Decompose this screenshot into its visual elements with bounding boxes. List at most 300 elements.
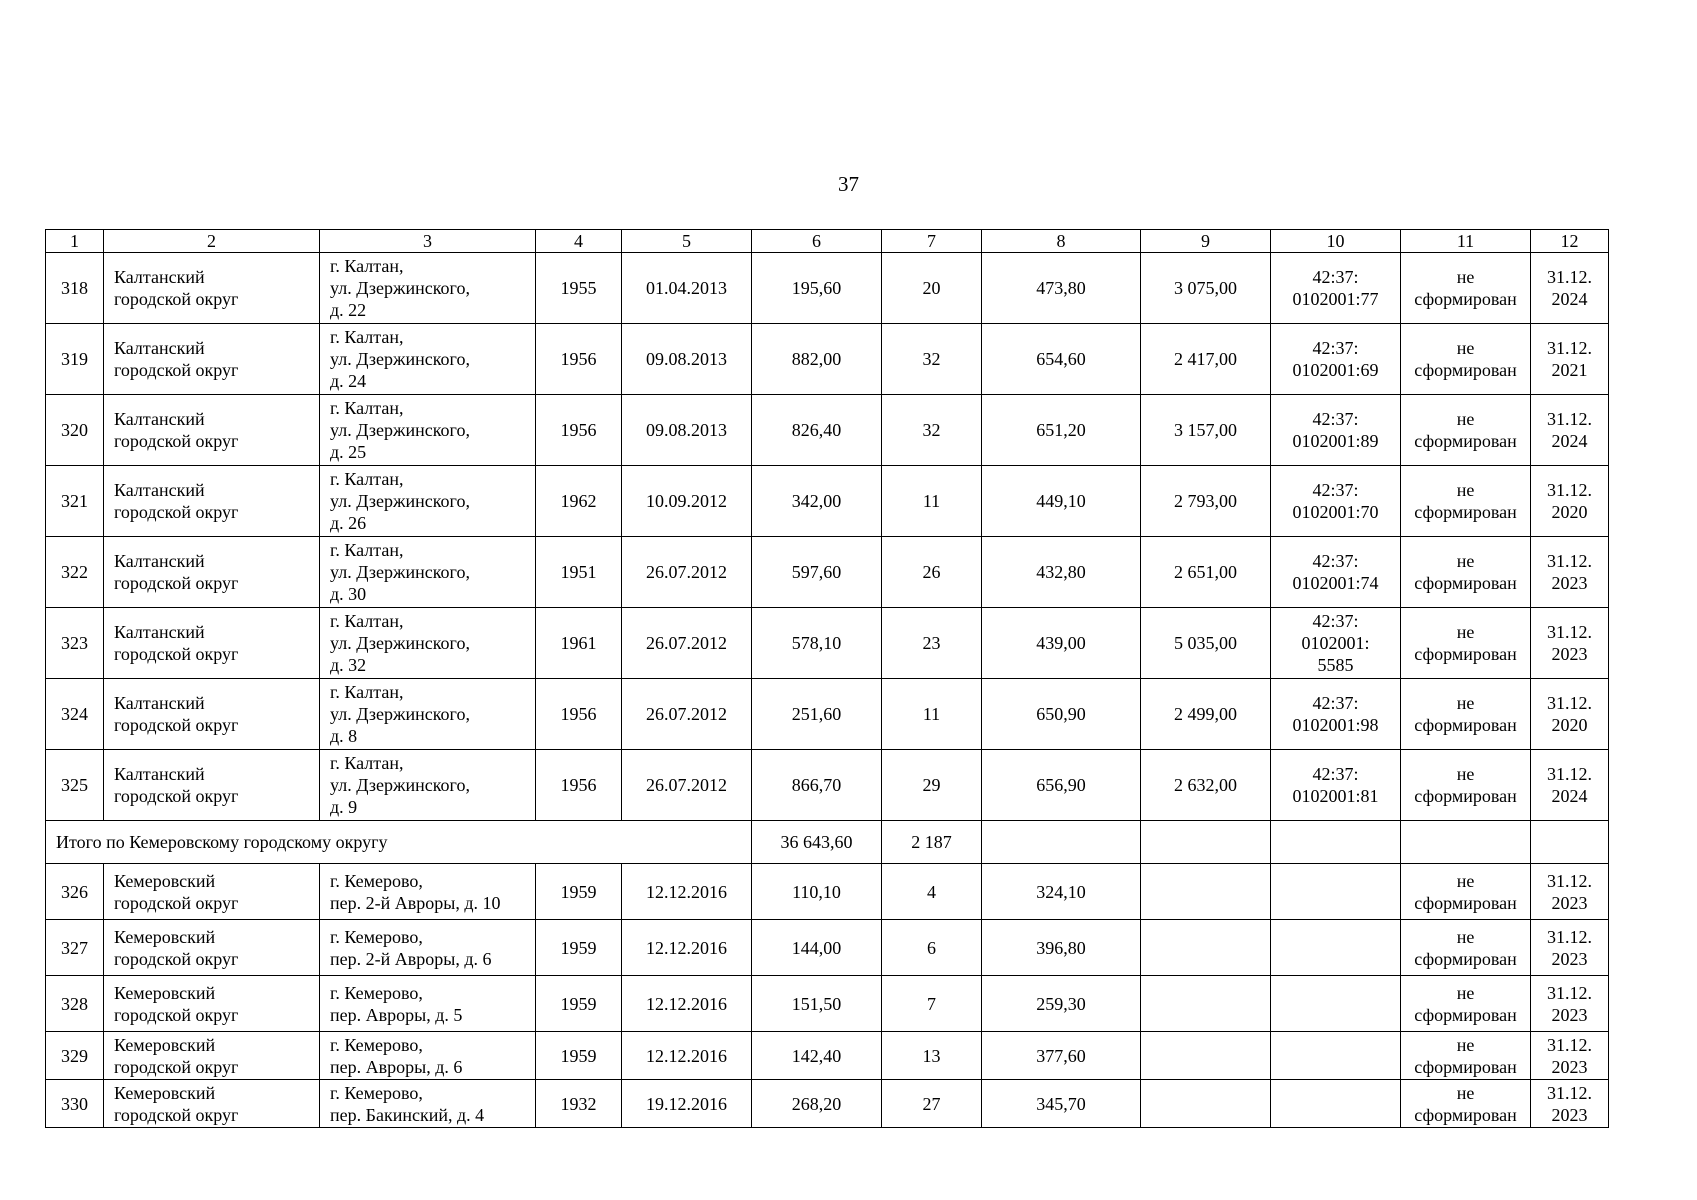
municipality-cell-line: Калтанский: [114, 480, 205, 500]
municipality-cell-line: Калтанский: [114, 622, 205, 642]
row-number-cell: 330: [46, 1080, 104, 1128]
date-cell: 10.09.2012: [622, 466, 752, 537]
address-cell: [320, 1080, 536, 1128]
status-cell-line: не: [1456, 622, 1475, 642]
due-date-cell-line: 2023: [1551, 948, 1588, 969]
address-cell-line: д. 30: [330, 584, 367, 604]
address-cell-line: г. Кемерово,: [330, 1034, 423, 1055]
municipality-cell: [104, 750, 320, 821]
address-cell-line: пер. Авроры, д. 5: [330, 1004, 463, 1025]
status-cell: [1401, 395, 1531, 466]
address-cell: [320, 395, 536, 466]
address-cell: [320, 679, 536, 750]
col7-cell: 11: [882, 679, 982, 750]
cadastral-cell-line: 0102001:89: [1292, 431, 1379, 451]
year-cell: 1956: [536, 750, 622, 821]
municipality-cell-line: городской округ: [114, 1056, 239, 1077]
row-number-cell: 319: [46, 324, 104, 395]
due-date-cell-line: 31.12.: [1547, 982, 1592, 1003]
col9-cell: 2 651,00: [1141, 537, 1271, 608]
col9-cell: 2 499,00: [1141, 679, 1271, 750]
col6-cell: 268,20: [752, 1080, 882, 1128]
municipality-cell-line: Кемеровский: [114, 1082, 216, 1103]
municipality-cell: [104, 864, 320, 920]
due-date-cell: [1531, 1080, 1609, 1128]
year-cell: 1959: [536, 864, 622, 920]
due-date-cell: [1531, 976, 1609, 1032]
municipality-cell: [104, 537, 320, 608]
address-cell-line: пер. Авроры, д. 6: [330, 1056, 463, 1077]
col6-cell: 882,00: [752, 324, 882, 395]
col9-cell: [1141, 1080, 1271, 1128]
municipality-cell-line: Калтанский: [114, 409, 205, 429]
cadastral-cell: [1271, 750, 1401, 821]
header-cell: 9: [1141, 230, 1271, 253]
status-cell-line: сформирован: [1414, 573, 1517, 593]
col7-cell: 32: [882, 324, 982, 395]
municipality-cell: [104, 466, 320, 537]
col7-cell: 32: [882, 395, 982, 466]
address-cell-line: ул. Дзержинского,: [330, 491, 470, 511]
address-cell: [320, 864, 536, 920]
cadastral-cell: [1271, 679, 1401, 750]
cadastral-cell-line: 0102001:69: [1292, 360, 1379, 380]
year-cell: 1961: [536, 608, 622, 679]
address-cell-line: ул. Дзержинского,: [330, 420, 470, 440]
municipality-cell: [104, 920, 320, 976]
cadastral-cell: [1271, 537, 1401, 608]
col9-cell: 3 075,00: [1141, 253, 1271, 324]
cadastral-cell-line: 0102001:70: [1292, 502, 1379, 522]
address-cell-line: д. 8: [330, 726, 358, 746]
header-cell: 7: [882, 230, 982, 253]
municipality-cell: [104, 976, 320, 1032]
address-cell-line: ул. Дзержинского,: [330, 562, 470, 582]
date-cell: 26.07.2012: [622, 750, 752, 821]
status-cell-line: не: [1456, 551, 1475, 571]
table-row: [46, 1032, 1609, 1080]
col9-cell: 2 793,00: [1141, 466, 1271, 537]
cadastral-cell-line: 42:37:: [1312, 611, 1359, 631]
header-cell: 11: [1401, 230, 1531, 253]
cadastral-cell: [1271, 324, 1401, 395]
due-date-cell-line: 2020: [1551, 715, 1588, 735]
col9-cell: 5 035,00: [1141, 608, 1271, 679]
total-row: [46, 821, 1609, 864]
municipality-cell-line: городской округ: [114, 948, 239, 969]
due-date-cell: [1531, 750, 1609, 821]
row-number-cell: 328: [46, 976, 104, 1032]
due-date-cell-line: 31.12.: [1547, 622, 1592, 642]
col8-cell: 377,60: [982, 1032, 1141, 1080]
row-number-cell: 323: [46, 608, 104, 679]
col6-cell: 144,00: [752, 920, 882, 976]
total-label: Итого по Кемеровскому городскому округу: [46, 821, 752, 864]
col6-cell: 866,70: [752, 750, 882, 821]
housing-registry-table: [45, 229, 1609, 1128]
address-cell-line: д. 24: [330, 371, 367, 391]
address-cell-line: г. Кемерово,: [330, 926, 423, 947]
cadastral-cell: [1271, 253, 1401, 324]
status-cell: [1401, 920, 1531, 976]
row-number-cell: 325: [46, 750, 104, 821]
cadastral-cell: [1271, 920, 1401, 976]
year-cell: 1959: [536, 920, 622, 976]
due-date-cell-line: 31.12.: [1547, 1082, 1592, 1103]
municipality-cell: [104, 1080, 320, 1128]
col7-cell: 13: [882, 1032, 982, 1080]
year-cell: 1956: [536, 395, 622, 466]
address-cell-line: д. 9: [330, 797, 358, 817]
municipality-cell-line: городской округ: [114, 502, 239, 522]
municipality-cell: [104, 608, 320, 679]
cadastral-cell-line: 42:37:: [1312, 409, 1359, 429]
col9-cell: [1141, 1032, 1271, 1080]
municipality-cell: [104, 395, 320, 466]
municipality-cell-line: Калтанский: [114, 693, 205, 713]
year-cell: 1955: [536, 253, 622, 324]
row-number-cell: 321: [46, 466, 104, 537]
address-cell-line: ул. Дзержинского,: [330, 704, 470, 724]
status-cell-line: сформирован: [1414, 715, 1517, 735]
row-number-cell: 320: [46, 395, 104, 466]
due-date-cell-line: 2023: [1551, 1004, 1588, 1025]
header-cell: 8: [982, 230, 1141, 253]
col6-cell: 110,10: [752, 864, 882, 920]
table-row: [46, 253, 1609, 324]
status-cell-line: сформирован: [1414, 502, 1517, 522]
cadastral-cell-line: 42:37:: [1312, 480, 1359, 500]
total-empty-cell: [1271, 821, 1401, 864]
due-date-cell-line: 2023: [1551, 1056, 1588, 1077]
total-empty-cell: [1141, 821, 1271, 864]
address-cell: [320, 253, 536, 324]
total-col7-cell: 2 187: [882, 821, 982, 864]
table-row: [46, 324, 1609, 395]
status-cell-line: сформирован: [1414, 431, 1517, 451]
status-cell: [1401, 608, 1531, 679]
address-cell-line: ул. Дзержинского,: [330, 775, 470, 795]
municipality-cell: [104, 1032, 320, 1080]
address-cell-line: пер. Бакинский, д. 4: [330, 1104, 485, 1125]
status-cell-line: сформирован: [1414, 1104, 1517, 1125]
cadastral-cell-line: 0102001:98: [1292, 715, 1379, 735]
cadastral-cell: [1271, 608, 1401, 679]
col8-cell: 449,10: [982, 466, 1141, 537]
col7-cell: 6: [882, 920, 982, 976]
col8-cell: 259,30: [982, 976, 1141, 1032]
col8-cell: 324,10: [982, 864, 1141, 920]
address-cell: [320, 537, 536, 608]
row-number-cell: 326: [46, 864, 104, 920]
col7-cell: 23: [882, 608, 982, 679]
col8-cell: 650,90: [982, 679, 1141, 750]
status-cell-line: сформирован: [1414, 644, 1517, 664]
address-cell-line: ул. Дзержинского,: [330, 633, 470, 653]
address-cell-line: г. Кемерово,: [330, 982, 423, 1003]
address-cell-line: г. Калтан,: [330, 611, 404, 631]
due-date-cell-line: 2023: [1551, 644, 1588, 664]
year-cell: 1959: [536, 976, 622, 1032]
due-date-cell: [1531, 679, 1609, 750]
col9-cell: 3 157,00: [1141, 395, 1271, 466]
col6-cell: 342,00: [752, 466, 882, 537]
total-empty-cell: [1401, 821, 1531, 864]
date-cell: 12.12.2016: [622, 1032, 752, 1080]
table-row: [46, 750, 1609, 821]
col7-cell: 11: [882, 466, 982, 537]
status-cell: [1401, 1032, 1531, 1080]
due-date-cell: [1531, 395, 1609, 466]
col7-cell: 29: [882, 750, 982, 821]
col7-cell: 26: [882, 537, 982, 608]
due-date-cell: [1531, 537, 1609, 608]
address-cell: [320, 1032, 536, 1080]
date-cell: 26.07.2012: [622, 679, 752, 750]
cadastral-cell: [1271, 976, 1401, 1032]
address-cell-line: г. Калтан,: [330, 682, 404, 702]
due-date-cell-line: 2024: [1551, 786, 1588, 806]
due-date-cell-line: 31.12.: [1547, 480, 1592, 500]
table-row: [46, 608, 1609, 679]
status-cell-line: сформирован: [1414, 1004, 1517, 1025]
col6-cell: 151,50: [752, 976, 882, 1032]
due-date-cell-line: 31.12.: [1547, 926, 1592, 947]
address-cell-line: д. 32: [330, 655, 367, 675]
header-cell: 3: [320, 230, 536, 253]
address-cell-line: г. Калтан,: [330, 327, 404, 347]
cadastral-cell-line: 5585: [1317, 655, 1354, 675]
municipality-cell: [104, 324, 320, 395]
due-date-cell-line: 2023: [1551, 892, 1588, 913]
col7-cell: 27: [882, 1080, 982, 1128]
header-row: [46, 230, 1609, 253]
municipality-cell-line: Калтанский: [114, 764, 205, 784]
address-cell: [320, 466, 536, 537]
date-cell: 26.07.2012: [622, 608, 752, 679]
col7-cell: 20: [882, 253, 982, 324]
municipality-cell-line: городской округ: [114, 1004, 239, 1025]
address-cell: [320, 976, 536, 1032]
status-cell-line: сформирован: [1414, 360, 1517, 380]
cadastral-cell: [1271, 395, 1401, 466]
status-cell-line: не: [1456, 409, 1475, 429]
total-empty-cell: [982, 821, 1141, 864]
due-date-cell-line: 2024: [1551, 289, 1588, 309]
year-cell: 1932: [536, 1080, 622, 1128]
address-cell-line: пер. 2-й Авроры, д. 10: [330, 892, 501, 913]
status-cell-line: сформирован: [1414, 892, 1517, 913]
municipality-cell: [104, 679, 320, 750]
status-cell: [1401, 466, 1531, 537]
status-cell-line: не: [1456, 982, 1475, 1003]
date-cell: 01.04.2013: [622, 253, 752, 324]
table-row: [46, 864, 1609, 920]
cadastral-cell-line: 0102001:77: [1292, 289, 1379, 309]
col7-cell: 4: [882, 864, 982, 920]
due-date-cell-line: 31.12.: [1547, 693, 1592, 713]
table-row: [46, 537, 1609, 608]
row-number-cell: 318: [46, 253, 104, 324]
status-cell-line: не: [1456, 870, 1475, 891]
status-cell: [1401, 253, 1531, 324]
col6-cell: 195,60: [752, 253, 882, 324]
address-cell-line: г. Калтан,: [330, 469, 404, 489]
due-date-cell: [1531, 864, 1609, 920]
address-cell-line: д. 26: [330, 513, 367, 533]
status-cell-line: не: [1456, 267, 1475, 287]
table-row: [46, 1080, 1609, 1128]
due-date-cell-line: 31.12.: [1547, 551, 1592, 571]
due-date-cell-line: 31.12.: [1547, 267, 1592, 287]
municipality-cell-line: Кемеровский: [114, 926, 216, 947]
cadastral-cell-line: 0102001:: [1301, 633, 1370, 653]
year-cell: 1956: [536, 679, 622, 750]
status-cell-line: не: [1456, 480, 1475, 500]
due-date-cell-line: 31.12.: [1547, 764, 1592, 784]
table-row: [46, 679, 1609, 750]
municipality-cell-line: городской округ: [114, 360, 239, 380]
row-number-cell: 324: [46, 679, 104, 750]
date-cell: 12.12.2016: [622, 976, 752, 1032]
col8-cell: 396,80: [982, 920, 1141, 976]
status-cell: [1401, 750, 1531, 821]
address-cell-line: г. Кемерово,: [330, 1082, 423, 1103]
status-cell-line: не: [1456, 693, 1475, 713]
due-date-cell-line: 2021: [1551, 360, 1588, 380]
due-date-cell: [1531, 466, 1609, 537]
col8-cell: 345,70: [982, 1080, 1141, 1128]
cadastral-cell: [1271, 466, 1401, 537]
status-cell-line: не: [1456, 1034, 1475, 1055]
col6-cell: 597,60: [752, 537, 882, 608]
due-date-cell-line: 2023: [1551, 1104, 1588, 1125]
cadastral-cell-line: 42:37:: [1312, 338, 1359, 358]
due-date-cell-line: 31.12.: [1547, 409, 1592, 429]
col8-cell: 654,60: [982, 324, 1141, 395]
municipality-cell-line: городской округ: [114, 786, 239, 806]
municipality-cell-line: городской округ: [114, 289, 239, 309]
due-date-cell: [1531, 920, 1609, 976]
due-date-cell: [1531, 324, 1609, 395]
status-cell: [1401, 679, 1531, 750]
status-cell: [1401, 1080, 1531, 1128]
status-cell-line: не: [1456, 338, 1475, 358]
status-cell: [1401, 864, 1531, 920]
address-cell-line: д. 22: [330, 300, 367, 320]
address-cell-line: ул. Дзержинского,: [330, 349, 470, 369]
col9-cell: 2 417,00: [1141, 324, 1271, 395]
municipality-cell-line: Кемеровский: [114, 870, 216, 891]
date-cell: 26.07.2012: [622, 537, 752, 608]
status-cell: [1401, 976, 1531, 1032]
municipality-cell-line: городской округ: [114, 644, 239, 664]
address-cell-line: пер. 2-й Авроры, д. 6: [330, 948, 492, 969]
address-cell-line: г. Калтан,: [330, 256, 404, 276]
table-row: [46, 920, 1609, 976]
year-cell: 1951: [536, 537, 622, 608]
address-cell: [320, 324, 536, 395]
cadastral-cell-line: 0102001:74: [1292, 573, 1379, 593]
date-cell: 12.12.2016: [622, 864, 752, 920]
header-cell: 4: [536, 230, 622, 253]
municipality-cell-line: городской округ: [114, 431, 239, 451]
municipality-cell-line: Калтанский: [114, 338, 205, 358]
col8-cell: 439,00: [982, 608, 1141, 679]
col6-cell: 826,40: [752, 395, 882, 466]
col9-cell: [1141, 976, 1271, 1032]
cadastral-cell-line: 42:37:: [1312, 267, 1359, 287]
due-date-cell: [1531, 1032, 1609, 1080]
col8-cell: 473,80: [982, 253, 1141, 324]
year-cell: 1962: [536, 466, 622, 537]
municipality-cell-line: Кемеровский: [114, 1034, 216, 1055]
cadastral-cell: [1271, 1080, 1401, 1128]
col9-cell: [1141, 864, 1271, 920]
col9-cell: [1141, 920, 1271, 976]
municipality-cell-line: городской округ: [114, 573, 239, 593]
address-cell-line: г. Калтан,: [330, 753, 404, 773]
due-date-cell-line: 31.12.: [1547, 870, 1592, 891]
municipality-cell: [104, 253, 320, 324]
status-cell: [1401, 537, 1531, 608]
col8-cell: 432,80: [982, 537, 1141, 608]
status-cell-line: сформирован: [1414, 289, 1517, 309]
address-cell-line: г. Кемерово,: [330, 870, 423, 891]
date-cell: 09.08.2013: [622, 395, 752, 466]
header-cell: 2: [104, 230, 320, 253]
cadastral-cell: [1271, 864, 1401, 920]
header-cell: 10: [1271, 230, 1401, 253]
col6-cell: 251,60: [752, 679, 882, 750]
col6-cell: 578,10: [752, 608, 882, 679]
row-number-cell: 329: [46, 1032, 104, 1080]
due-date-cell-line: 31.12.: [1547, 338, 1592, 358]
due-date-cell-line: 2023: [1551, 573, 1588, 593]
due-date-cell-line: 2024: [1551, 431, 1588, 451]
cadastral-cell: [1271, 1032, 1401, 1080]
date-cell: 19.12.2016: [622, 1080, 752, 1128]
address-cell-line: д. 25: [330, 442, 367, 462]
page-number: 37: [838, 172, 859, 196]
due-date-cell-line: 2020: [1551, 502, 1588, 522]
date-cell: 09.08.2013: [622, 324, 752, 395]
header-cell: 12: [1531, 230, 1609, 253]
col8-cell: 651,20: [982, 395, 1141, 466]
cadastral-cell-line: 42:37:: [1312, 551, 1359, 571]
due-date-cell: [1531, 608, 1609, 679]
header-cell: 5: [622, 230, 752, 253]
municipality-cell-line: городской округ: [114, 715, 239, 735]
municipality-cell-line: Кемеровский: [114, 982, 216, 1003]
cadastral-cell-line: 42:37:: [1312, 693, 1359, 713]
status-cell-line: сформирован: [1414, 948, 1517, 969]
col6-cell: 142,40: [752, 1032, 882, 1080]
table-row: [46, 976, 1609, 1032]
cadastral-cell-line: 42:37:: [1312, 764, 1359, 784]
address-cell-line: г. Калтан,: [330, 398, 404, 418]
municipality-cell-line: городской округ: [114, 892, 239, 913]
address-cell: [320, 750, 536, 821]
status-cell-line: сформирован: [1414, 1056, 1517, 1077]
status-cell-line: не: [1456, 764, 1475, 784]
municipality-cell-line: Калтанский: [114, 267, 205, 287]
status-cell-line: не: [1456, 1082, 1475, 1103]
status-cell-line: не: [1456, 926, 1475, 947]
address-cell: [320, 608, 536, 679]
status-cell: [1401, 324, 1531, 395]
col7-cell: 7: [882, 976, 982, 1032]
